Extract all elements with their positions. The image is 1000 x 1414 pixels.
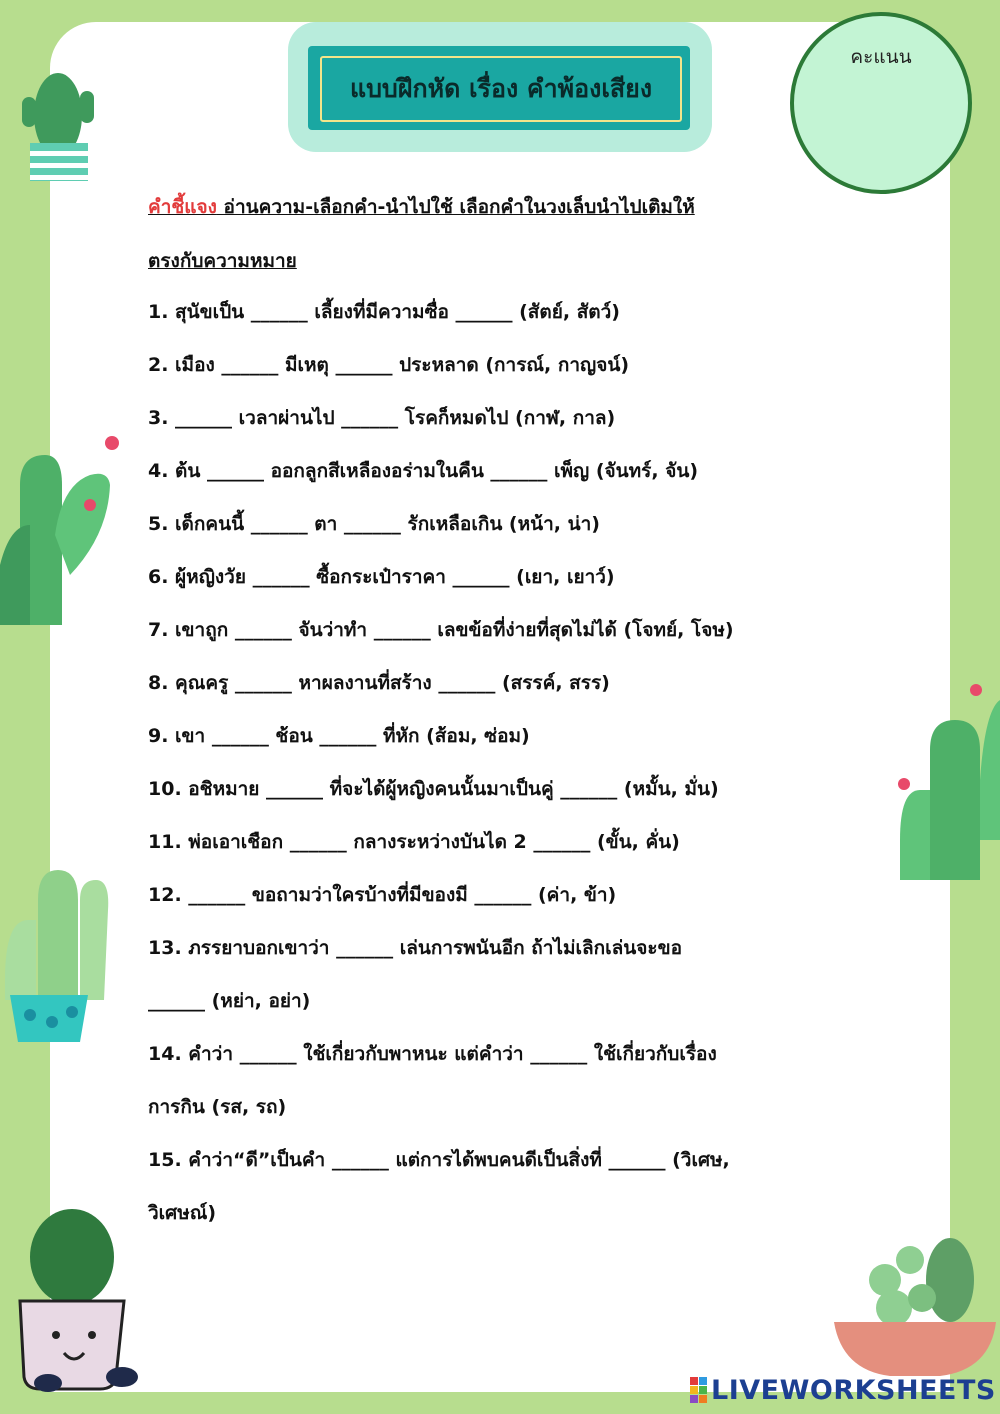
instructions-line-1 xyxy=(148,192,695,222)
liveworksheets-logo[interactable] xyxy=(690,1376,996,1404)
cactus-bottom-left-pot-icon xyxy=(10,1205,140,1395)
exercise-line: 11. พ่อเอาเชือก ______ กลางระหว่างบันได 2 ______ (ขั้น, คั่น) xyxy=(148,831,680,853)
score-circle xyxy=(790,12,972,194)
instructions-text: อ่านความ-เลือกคำ-นำไปใช้ เลือกคำในวงเล็บนำไปเติมให้ xyxy=(216,196,695,218)
exercise-line: 1. สุนัขเป็น ______ เลี้ยงที่มีความซื่อ ______ (สัตย์, สัตว์) xyxy=(148,301,620,323)
cactus-bottom-right-pot-icon xyxy=(830,1200,1000,1380)
instructions-label: คำชี้แจง xyxy=(148,196,217,218)
cactus-left-flowering-icon xyxy=(0,425,130,625)
exercise-line: 5. เด็กคนนี้ ______ ตา ______ รักเหลือเกิน (หน้า, น่า) xyxy=(148,513,600,535)
exercise-line: 15. คำว่า“ดี”เป็นคำ ______ แต่การได้พบคนดีเป็นสิ่งที่ ______ (วิเศษ, xyxy=(148,1149,730,1171)
exercise-line: 7. เขาถูก ______ จันว่าทำ ______ เลขข้อที่ง่ายที่สุดไม่ได้ (โจทย์, โจษ) xyxy=(148,619,734,641)
exercise-line: 8. คุณครู ______ หาผลงานที่สร้าง ______ (สรรค์, สรร) xyxy=(148,672,610,694)
cactus-right-flowering-icon xyxy=(890,680,1000,880)
exercise-line: 12. ______ ขอถามว่าใครบ้างที่มีของมี ______ (ค่า, ข้า) xyxy=(148,884,617,906)
exercise-line-continued: วิเศษณ์) xyxy=(148,1202,217,1224)
exercise-line: 14. คำว่า ______ ใช้เกี่ยวกับพาหนะ แต่คำว่า ______ ใช้เกี่ยวกับเรื่อง xyxy=(148,1043,717,1065)
instructions-line-2: ตรงกับความหมาย xyxy=(148,250,297,272)
exercise-line: 13. ภรรยาบอกเขาว่า ______ เล่นการพนันอีก ถ้าไม่เลิกเล่นจะขอ xyxy=(148,937,682,959)
exercise-line: 9. เขา ______ ช้อน ______ ที่หัก (ส้อม, ซ่อม) xyxy=(148,725,530,747)
title-frame xyxy=(320,56,682,122)
exercise-line: 2. เมือง ______ มีเหตุ ______ ประหลาด (การณ์, กาญจน์) xyxy=(148,354,630,376)
cactus-top-left-icon xyxy=(8,55,108,185)
score-label: คะแนน xyxy=(850,46,912,68)
brand-name: LIVEWORKSHEETS xyxy=(711,1374,996,1406)
exercise-line-continued: การกิน (รส, รถ) xyxy=(148,1096,287,1118)
exercise-line-continued: ______ (หย่า, อย่า) xyxy=(148,990,311,1012)
exercise-line: 6. ผู้หญิงวัย ______ ซื้อกระเป๋าราคา ______ (เยา, เยาว์) xyxy=(148,566,615,588)
page-title: แบบฝึกหัด เรื่อง คำพ้องเสียง xyxy=(349,74,653,103)
exercise-line: 3. ______ เวลาผ่านไป ______ โรคก็หมดไป (กาฬ, กาล) xyxy=(148,407,616,429)
logo-mark-icon xyxy=(690,1377,707,1403)
worksheet-page xyxy=(50,22,950,1392)
cactus-left-pot-icon xyxy=(0,860,115,1045)
exercise-line: 4. ต้น ______ ออกลูกสีเหลืองอร่ามในคืน ______ เพ็ญ (จันทร์, จัน) xyxy=(148,460,699,482)
exercise-line: 10. อชิหมาย ______ ที่จะได้ผู้หญิงคนนั้นมาเป็นคู่ ______ (หมั้น, มั่น) xyxy=(148,778,719,800)
